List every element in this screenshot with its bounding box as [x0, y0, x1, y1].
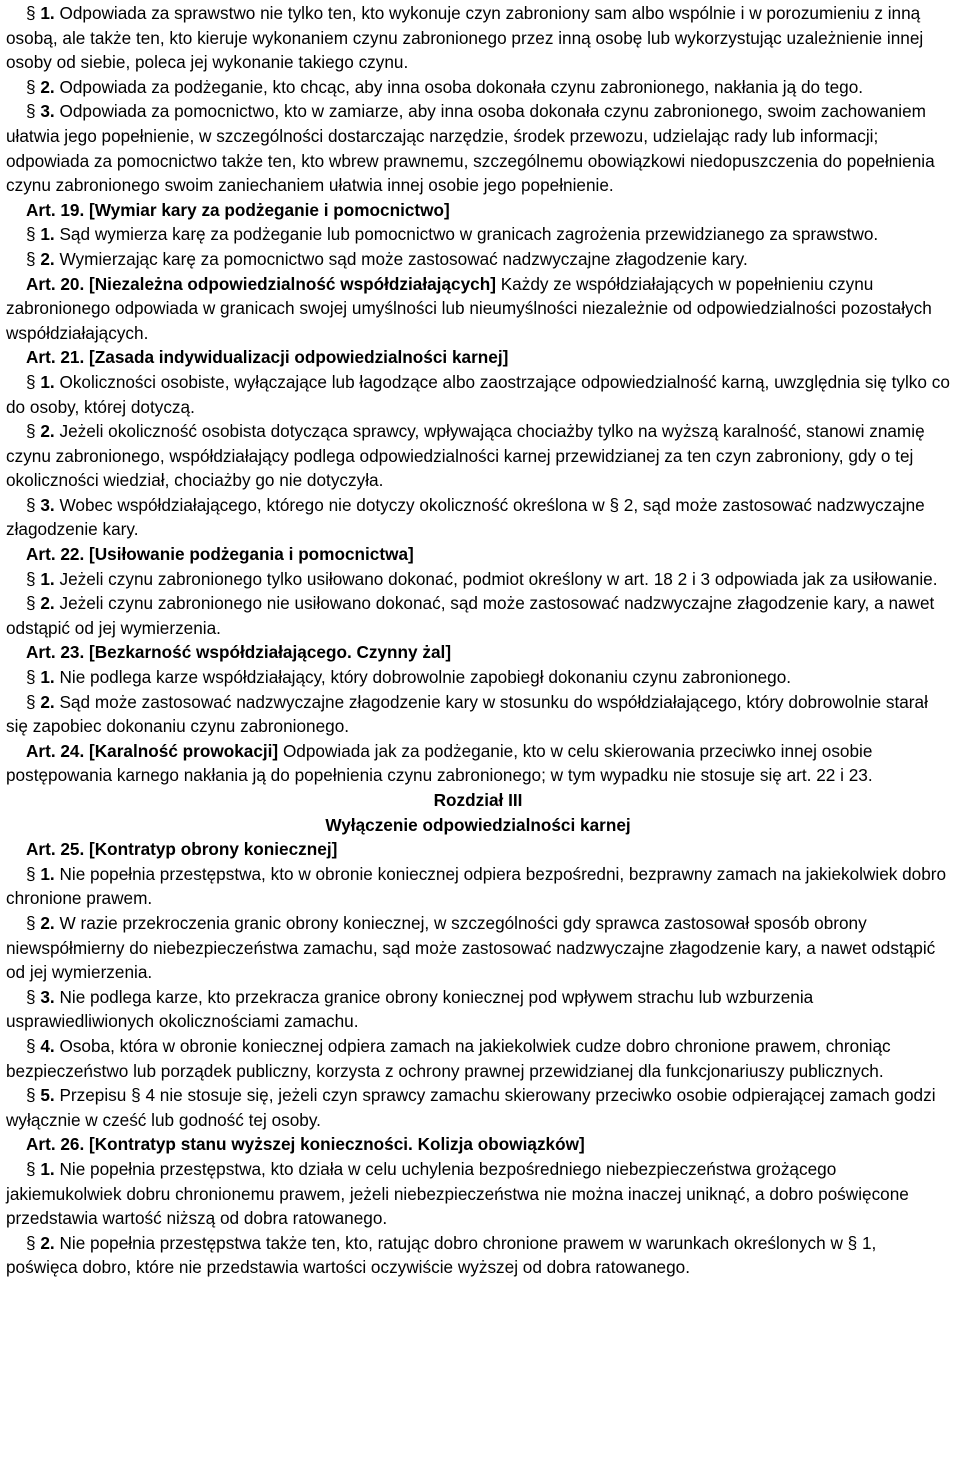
section-sign: §: [26, 1232, 36, 1253]
art19-para-2: § 2. Wymierzając karę za pomocnictwo sąd może zastosować nadzwyczajne złagodzenie kary.: [26, 248, 748, 269]
art21-para-2: § 2. Jeżeli okoliczność osobista dotycząca sprawcy, wpływająca chociażby tylko na wyższą karalność, stanowi znamię czynu zabronionego, współdziałający podlega odpowiedzialności karnej przewidzianej za ten czyn zabroniony, gdy o tej okoliczności wiedział, chociażby go nie dotyczyła.: [6, 421, 925, 491]
art25-para-5: § 5. Przepisu § 4 nie stosuje się, jeżeli czyn sprawcy zamachu skierowany przeciwko osobie odpierającej zamach godzi wyłącznie w cześć lub godność tej osoby.: [6, 1085, 936, 1130]
section-sign: §: [609, 494, 620, 515]
art21-para-3: § 3. Wobec współdziałającego, którego nie dotyczy okoliczność określona w § 2, sąd może zastosować nadzwyczajne złagodzenie kary.: [6, 494, 925, 540]
section-sign: §: [26, 667, 36, 688]
section-sign: §: [131, 1085, 141, 1106]
section-sign: §: [26, 494, 36, 515]
section-sign: §: [26, 912, 36, 933]
art23-para-1: § 1. Nie podlega karze współdziałający, który dobrowolnie zapobiegł dokonaniu czynu zabronionego.: [26, 667, 792, 688]
art18-para-2: § 2. Odpowiada za podżeganie, kto chcąc, aby inna osoba dokonała czynu zabronionego, nakłania ją do tego.: [26, 76, 864, 97]
art25-para-2: § 2. W razie przekroczenia granic obrony koniecznej, w szczególności gdy sprawca zastosował sposób obrony niewspółmierny do niebezpieczeństwa zamachu, sąd może zastosować nadzwyczajne złagodzenie kary, a nawet odstąpić od jej wymierzenia.: [6, 912, 936, 983]
art20-paragraph: Art. 20. [Niezależna odpowiedzialność współdziałających] Każdy ze współdziałających w popełnieniu czynu zabronionego odpowiada w granicach swojej umyślności lub nieumyślności niezależnie od odpowiedzialności pozostałych współdziałających.: [6, 273, 932, 343]
art20-heading: Art. 20. [Niezależna odpowiedzialność współdziałających]: [26, 273, 496, 294]
art22-heading: Art. 22. [Usiłowanie podżegania i pomocnictwa]: [26, 544, 414, 565]
section-sign: §: [26, 371, 36, 392]
section-sign: §: [26, 101, 36, 122]
section-sign: §: [26, 593, 36, 614]
section-sign: §: [26, 986, 36, 1007]
chapter-title: Rozdział III: [433, 790, 523, 810]
section-sign: §: [26, 421, 36, 442]
art18-para-1: § 1. Odpowiada za sprawstwo nie tylko ten, kto wykonuje czyn zabroniony sam albo wspólnie i w porozumieniu z inną osobą, ale także ten, kto kieruje wykonaniem czynu zabronionego przez inną osobę lub wykorzystując uzależnienie innej osoby od siebie, poleca jej wykonanie takiego czynu.: [6, 3, 924, 73]
art26-heading: Art. 26. [Kontratyp stanu wyższej konieczności. Kolizja obowiązków]: [26, 1134, 585, 1155]
art19-heading: Art. 19. [Wymiar kary za podżeganie i pomocnictwo]: [26, 199, 450, 220]
art21-heading: Art. 21. [Zasada indywidualizacji odpowiedzialności karnej]: [26, 347, 509, 368]
art18-para-3: § 3. Odpowiada za pomocnictwo, kto w zamiarze, aby inna osoba dokonała czynu zabronionego, swoim zachowaniem ułatwia jego popełnienie, w szczególności dostarczając narzędzie, środek przewozu, udzielając rady lub informacji; odpowiada za pomocnictwo także ten, kto wbrew prawnemu, szczególnemu obowiązkowi niedopuszczenia do popełnienia czynu zabronionego swoim zaniechaniem ułatwia innej osobie jego popełnienie.: [6, 101, 935, 196]
art22-para-1: § 1. Jeżeli czynu zabronionego tylko usiłowano dokonać, podmiot określony w art. 18 2 i 3 odpowiada jak za usiłowanie.: [26, 568, 938, 589]
section-sign: §: [26, 3, 36, 23]
art26-para-2: § 2. Nie popełnia przestępstwa także ten, kto, ratując dobro chronione prawem w warunkach określonych w § 1, poświęca dobro, które nie przedstawia wartości oczywiście wyższej od dobra ratowanego.: [6, 1232, 877, 1278]
art25-para-4: § 4. Osoba, która w obronie koniecznej odpiera zamach na jakiekolwiek cudze dobro chronione prawem, chroniąc bezpieczeństwo lub porządek publiczny, korzysta z ochrony prawnej przewidzianej dla funkcjonariuszy publicznych.: [6, 1035, 891, 1081]
chapter-subtitle: Wyłączenie odpowiedzialności karnej: [325, 814, 631, 835]
section-sign: §: [26, 691, 36, 712]
art25-para-1: § 1. Nie popełnia przestępstwa, kto w obronie koniecznej odpiera bezpośredni, bezprawny zamach na jakiekolwiek dobro chronione prawem.: [6, 863, 947, 909]
section-sign: §: [26, 248, 36, 269]
art23-heading: Art. 23. [Bezkarność współdziałającego. Czynny żal]: [26, 642, 452, 663]
art24-paragraph: Art. 24. [Karalność prowokacji] Odpowiada jak za podżeganie, kto w celu skierowania przeciwko innej osobie postępowania karnego nakłania ją do popełnienia czynu zabronionego; w tym wypadku nie stosuje się art. 22 i 23.: [6, 740, 873, 786]
art22-para-2: § 2. Jeżeli czynu zabronionego nie usiłowano dokonać, sąd może zastosować nadzwyczajne złagodzenie kary, a nawet odstąpić od jej wymierzenia.: [6, 593, 935, 638]
section-sign: §: [847, 1232, 858, 1253]
art25-heading: Art. 25. [Kontratyp obrony koniecznej]: [26, 839, 338, 860]
section-sign: §: [26, 863, 36, 884]
section-sign: §: [26, 224, 36, 245]
section-sign: §: [26, 76, 36, 97]
section-sign: §: [26, 568, 36, 589]
art23-para-2: § 2. Sąd może zastosować nadzwyczajne złagodzenie kary w stosunku do współdziałającego, który dobrowolnie starał się zapobiec dokonaniu czynu zabronionego.: [6, 691, 928, 737]
section-sign: §: [26, 1035, 36, 1056]
art19-para-1: § 1. Sąd wymierza karę za podżeganie lub pomocnictwo w granicach zagrożenia przewidzianego za sprawstwo.: [26, 224, 879, 245]
art25-para-3: § 3. Nie podlega karze, kto przekracza granice obrony koniecznej pod wpływem strachu lub wzburzenia usprawiedliwionych okolicznościami zamachu.: [6, 986, 814, 1032]
art26-para-1: § 1. Nie popełnia przestępstwa, kto działa w celu uchylenia bezpośredniego niebezpieczeństwa grożącego jakiemukolwiek dobru chronionemu prawem, jeżeli niebezpieczeństwa nie można inaczej uniknąć, a dobro poświęcone przedstawia wartość niższą od dobra ratowanego.: [6, 1158, 909, 1229]
section-sign: §: [26, 1158, 36, 1179]
section-sign: §: [26, 1085, 36, 1106]
art24-heading: Art. 24. [Karalność prowokacji]: [26, 740, 279, 761]
art21-para-1: § 1. Okoliczności osobiste, wyłączające lub łagodzące albo zaostrzające odpowiedzialność karną, uwzględnia się tylko co do osoby, której dotyczą.: [6, 371, 950, 417]
